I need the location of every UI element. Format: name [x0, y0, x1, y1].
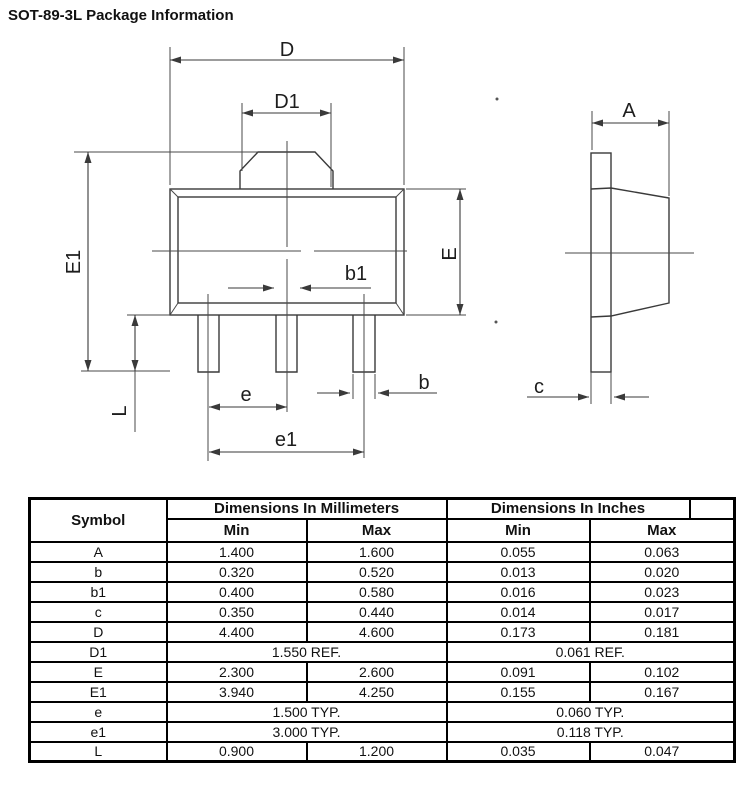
front-view	[63, 39, 466, 461]
symbol-cell: D	[30, 622, 167, 642]
mm-ref-cell: 1.550 REF.	[167, 642, 447, 662]
header-symbol: Symbol	[30, 499, 167, 542]
mm-min-cell: 1.400	[167, 542, 307, 562]
in-max-cell: 0.020	[590, 562, 735, 582]
dim-label-e-pitch: e	[240, 384, 252, 406]
table-row	[30, 562, 735, 582]
dim-c-extension	[591, 372, 611, 404]
symbol-cell: D1	[30, 642, 167, 662]
dim-label-e1-height: E1	[63, 249, 85, 275]
mm-min-cell: 2.300	[167, 662, 307, 682]
symbol-cell: A	[30, 542, 167, 562]
mm-min-cell: 0.320	[167, 562, 307, 582]
in-max-cell: 0.181	[590, 622, 735, 642]
symbol-cell: E	[30, 662, 167, 682]
mm-typ-cell: 3.000 TYP.	[167, 722, 447, 742]
dim-label-b1: b1	[344, 263, 368, 285]
table-row	[30, 602, 735, 622]
table-row	[30, 742, 735, 762]
table-row-merged	[30, 642, 735, 662]
dim-label-d1: D1	[274, 91, 300, 113]
mm-max-cell: 0.440	[307, 602, 447, 622]
mm-min-cell: 0.350	[167, 602, 307, 622]
dim-l-extension	[127, 315, 170, 432]
mm-max-cell: 4.600	[307, 622, 447, 642]
table-row	[30, 682, 735, 702]
in-typ-cell: 0.060 TYP.	[447, 702, 735, 722]
dim-label-a: A	[622, 100, 636, 122]
table-row-merged	[30, 722, 735, 742]
header-mm-min: Min	[167, 519, 307, 542]
header-mm-max: Max	[307, 519, 447, 542]
mm-max-cell: 0.520	[307, 562, 447, 582]
mm-min-cell: 3.940	[167, 682, 307, 702]
in-min-cell: 0.014	[447, 602, 590, 622]
dim-label-e1-span: e1	[274, 429, 298, 451]
stray-dot-top	[496, 98, 499, 101]
stray-dot-bottom	[495, 321, 498, 324]
mm-min-cell: 4.400	[167, 622, 307, 642]
mm-min-cell: 0.900	[167, 742, 307, 762]
mm-max-cell: 0.580	[307, 582, 447, 602]
dim-label-d: D	[279, 39, 295, 61]
symbol-cell: L	[30, 742, 167, 762]
mm-max-cell: 2.600	[307, 662, 447, 682]
in-max-cell: 0.102	[590, 662, 735, 682]
dim-label-b: b	[418, 372, 430, 394]
dim-label-c: c	[534, 376, 544, 398]
header-inch-group: Dimensions In Inches	[447, 499, 690, 519]
in-max-cell: 0.017	[590, 602, 735, 622]
symbol-cell: E1	[30, 682, 167, 702]
in-max-cell: 0.063	[590, 542, 735, 562]
mm-typ-cell: 1.500 TYP.	[167, 702, 447, 722]
in-max-cell: 0.023	[590, 582, 735, 602]
table-row	[30, 582, 735, 602]
header-spacer-cell	[690, 499, 735, 519]
in-min-cell: 0.155	[447, 682, 590, 702]
in-min-cell: 0.035	[447, 742, 590, 762]
symbol-cell: b1	[30, 582, 167, 602]
mm-max-cell: 1.600	[307, 542, 447, 562]
in-ref-cell: 0.061 REF.	[447, 642, 735, 662]
header-in-max: Max	[590, 519, 735, 542]
header-in-min: Min	[447, 519, 590, 542]
in-min-cell: 0.013	[447, 562, 590, 582]
symbol-cell: e1	[30, 722, 167, 742]
mm-max-cell: 1.200	[307, 742, 447, 762]
dim-label-l: L	[109, 405, 131, 417]
in-max-cell: 0.047	[590, 742, 735, 762]
dimensions-table	[28, 497, 736, 763]
symbol-cell: b	[30, 562, 167, 582]
in-typ-cell: 0.118 TYP.	[447, 722, 735, 742]
table-row-merged	[30, 702, 735, 722]
in-min-cell: 0.173	[447, 622, 590, 642]
side-view	[527, 100, 694, 404]
symbol-cell: c	[30, 602, 167, 622]
header-mm-group: Dimensions In Millimeters	[167, 499, 447, 519]
table-row	[30, 662, 735, 682]
mm-min-cell: 0.400	[167, 582, 307, 602]
table-row	[30, 622, 735, 642]
in-min-cell: 0.091	[447, 662, 590, 682]
table-header-row-groups	[30, 499, 735, 519]
symbol-cell: e	[30, 702, 167, 722]
table-row	[30, 542, 735, 562]
dim-label-e-height: E	[439, 247, 461, 261]
side-strip-outline	[591, 153, 611, 372]
dim-e1-extension	[74, 152, 258, 371]
in-min-cell: 0.016	[447, 582, 590, 602]
page-title: SOT-89-3L Package Information	[8, 7, 234, 24]
in-min-cell: 0.055	[447, 542, 590, 562]
in-max-cell: 0.167	[590, 682, 735, 702]
mm-max-cell: 4.250	[307, 682, 447, 702]
